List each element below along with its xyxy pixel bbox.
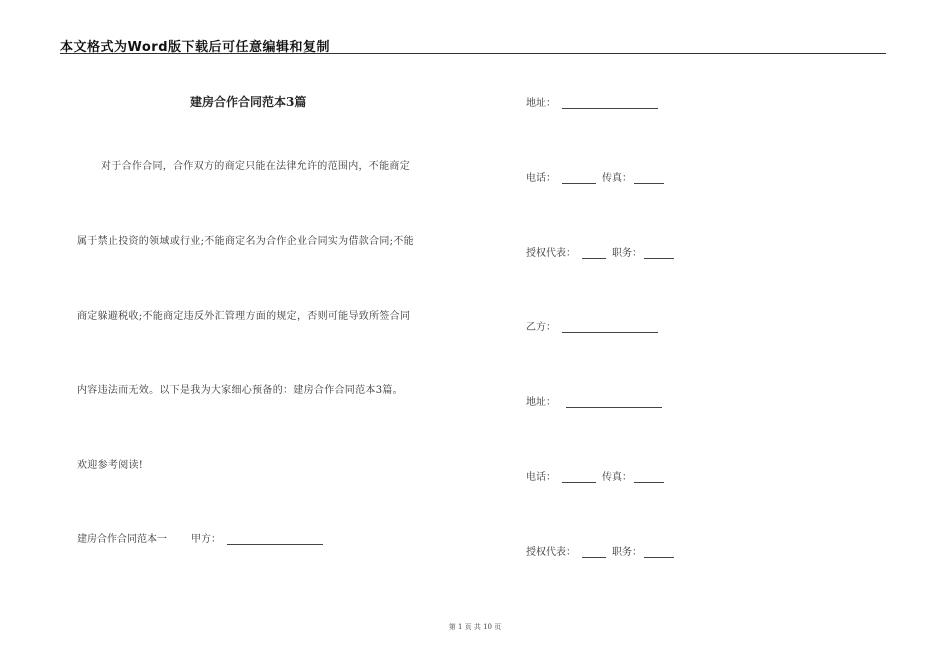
rep-field-1 xyxy=(526,244,674,259)
section-heading: 建房合作合同范本一 xyxy=(77,534,167,545)
party-b-field xyxy=(526,318,658,333)
position-blank-1[interactable] xyxy=(644,248,674,259)
address-blank-1[interactable] xyxy=(562,98,658,109)
position-label-2: 职务： xyxy=(612,547,642,558)
party-a-blank[interactable] xyxy=(227,534,323,545)
address-label-2: 地址： xyxy=(526,397,556,408)
phone-fax-field-2 xyxy=(526,468,664,483)
party-a-label: 甲方： xyxy=(191,534,221,545)
phone-label-1: 电话： xyxy=(526,173,556,184)
section-heading-row xyxy=(77,530,323,545)
position-label-1: 职务： xyxy=(612,248,642,259)
fax-label-1: 传真： xyxy=(602,173,632,184)
page-footer: 第 1 页 共 10 页 xyxy=(448,623,502,631)
address-label-1: 地址： xyxy=(526,98,556,109)
document-title: 建房合作合同范本3篇 xyxy=(190,95,307,109)
paragraph-line-5: 欢迎参考阅读! xyxy=(77,460,144,471)
rep-label-2: 授权代表： xyxy=(526,547,576,558)
paragraph-line-2: 属于禁止投资的领域或行业;不能商定名为合作企业合同实为借款合同;不能 xyxy=(77,236,414,247)
fax-blank-2[interactable] xyxy=(634,472,664,483)
rep-label-1: 授权代表： xyxy=(526,248,576,259)
phone-label-2: 电话： xyxy=(526,472,556,483)
fax-blank-1[interactable] xyxy=(634,173,664,184)
header-text: 本文格式为Word版下载后可任意编辑和复制 xyxy=(60,40,331,55)
rep-blank-1[interactable] xyxy=(582,248,606,259)
phone-blank-1[interactable] xyxy=(562,173,596,184)
party-b-label: 乙方： xyxy=(526,322,556,333)
party-b-blank[interactable] xyxy=(562,322,658,333)
paragraph-line-3: 商定躲避税收;不能商定违反外汇管理方面的规定，否则可能导致所签合同 xyxy=(77,311,411,322)
address-blank-2[interactable] xyxy=(566,397,662,408)
address-field-1 xyxy=(526,94,658,109)
rep-blank-2[interactable] xyxy=(582,547,606,558)
fax-label-2: 传真： xyxy=(602,472,632,483)
address-field-2 xyxy=(526,393,662,408)
paragraph-line-1: 对于合作合同，合作双方的商定只能在法律允许的范围内，不能商定 xyxy=(101,161,410,172)
phone-fax-field-1 xyxy=(526,169,664,184)
phone-blank-2[interactable] xyxy=(562,472,596,483)
paragraph-line-4: 内容违法而无效。以下是我为大家细心预备的：建房合作合同范本3篇。 xyxy=(77,385,403,396)
position-blank-2[interactable] xyxy=(644,547,674,558)
rep-field-2 xyxy=(526,543,674,558)
